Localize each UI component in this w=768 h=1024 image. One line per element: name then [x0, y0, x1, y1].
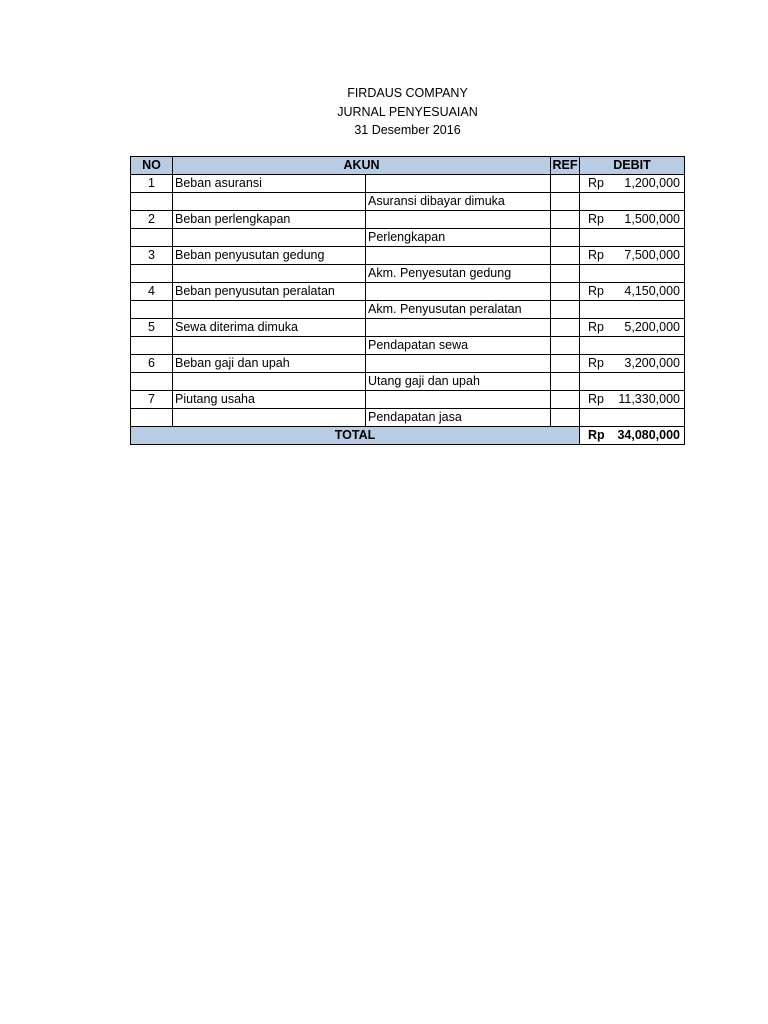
debit-account-empty	[173, 193, 366, 211]
entry-number: 4	[131, 283, 173, 301]
ref-cell	[551, 283, 580, 301]
company-name: FIRDAUS COMPANY	[347, 86, 468, 100]
currency: Rp	[588, 356, 604, 370]
table-row	[131, 229, 685, 247]
debit-amount-empty	[580, 301, 685, 319]
debit-amount-cell	[580, 355, 685, 373]
currency: Rp	[588, 392, 604, 406]
ref-cell	[551, 355, 580, 373]
debit-amount: 7,500,000	[624, 248, 680, 262]
entry-number-empty	[131, 409, 173, 427]
table-header-row	[131, 157, 685, 175]
credit-account-empty	[366, 211, 551, 229]
total-currency: Rp	[588, 428, 605, 442]
debit-amount-empty	[580, 373, 685, 391]
credit-account: Utang gaji dan upah	[366, 373, 551, 391]
credit-account-empty	[366, 355, 551, 373]
debit-amount-cell	[580, 211, 685, 229]
column-header-debit: DEBIT	[580, 157, 685, 175]
debit-amount-cell	[580, 319, 685, 337]
debit-account: Beban penyusutan peralatan	[173, 283, 366, 301]
debit-amount-cell	[580, 283, 685, 301]
debit-amount-empty	[580, 409, 685, 427]
currency: Rp	[588, 284, 604, 298]
table-row	[131, 301, 685, 319]
table-row	[131, 391, 685, 409]
entry-number-empty	[131, 265, 173, 283]
table-row	[131, 409, 685, 427]
debit-account-empty	[173, 373, 366, 391]
ref-cell	[551, 391, 580, 409]
credit-account-empty	[366, 175, 551, 193]
report-header	[131, 84, 684, 140]
ref-cell	[551, 229, 580, 247]
entry-number: 7	[131, 391, 173, 409]
debit-account-empty	[173, 409, 366, 427]
credit-account: Asuransi dibayar dimuka	[366, 193, 551, 211]
table-row	[131, 319, 685, 337]
report-date: 31 Desember 2016	[354, 123, 461, 137]
entry-number: 5	[131, 319, 173, 337]
debit-amount: 11,330,000	[618, 392, 680, 406]
debit-amount: 3,200,000	[624, 356, 680, 370]
table-row	[131, 265, 685, 283]
total-amount: 34,080,000	[617, 428, 680, 442]
entry-number: 1	[131, 175, 173, 193]
credit-account-empty	[366, 283, 551, 301]
ref-cell	[551, 319, 580, 337]
debit-account-empty	[173, 337, 366, 355]
journal-body	[131, 175, 685, 427]
credit-account: Akm. Penyusutan peralatan	[366, 301, 551, 319]
debit-amount: 1,500,000	[624, 212, 680, 226]
table-row	[131, 175, 685, 193]
table-row	[131, 373, 685, 391]
credit-account-empty	[366, 247, 551, 265]
column-header-no: NO	[131, 157, 173, 175]
currency: Rp	[588, 320, 604, 334]
debit-amount-empty	[580, 229, 685, 247]
entry-number-empty	[131, 337, 173, 355]
ref-cell	[551, 265, 580, 283]
credit-account: Pendapatan sewa	[366, 337, 551, 355]
currency: Rp	[588, 176, 604, 190]
journal-table	[130, 156, 685, 445]
entry-number-empty	[131, 301, 173, 319]
debit-account: Sewa diterima dimuka	[173, 319, 366, 337]
total-row	[131, 427, 685, 445]
debit-amount-cell	[580, 391, 685, 409]
currency: Rp	[588, 212, 604, 226]
column-header-ref: REF	[551, 157, 580, 175]
debit-amount: 1,200,000	[624, 176, 680, 190]
debit-amount: 4,150,000	[624, 284, 680, 298]
debit-amount-cell	[580, 247, 685, 265]
debit-account-empty	[173, 265, 366, 283]
table-row	[131, 283, 685, 301]
entry-number-empty	[131, 193, 173, 211]
ref-cell	[551, 175, 580, 193]
ref-cell	[551, 301, 580, 319]
entry-number: 3	[131, 247, 173, 265]
ref-cell	[551, 211, 580, 229]
credit-account: Pendapatan jasa	[366, 409, 551, 427]
table-row	[131, 337, 685, 355]
credit-account-empty	[366, 391, 551, 409]
credit-account: Akm. Penyesutan gedung	[366, 265, 551, 283]
debit-account: Beban asuransi	[173, 175, 366, 193]
total-amount-cell	[580, 427, 685, 445]
table-row	[131, 193, 685, 211]
credit-account: Perlengkapan	[366, 229, 551, 247]
ref-cell	[551, 337, 580, 355]
column-header-akun: AKUN	[173, 157, 551, 175]
table-row	[131, 211, 685, 229]
debit-amount-cell	[580, 175, 685, 193]
ref-cell	[551, 373, 580, 391]
ref-cell	[551, 193, 580, 211]
debit-amount-empty	[580, 337, 685, 355]
ref-cell	[551, 409, 580, 427]
debit-account: Beban penyusutan gedung	[173, 247, 366, 265]
report-title: JURNAL PENYESUAIAN	[337, 104, 478, 119]
entry-number: 2	[131, 211, 173, 229]
entry-number-empty	[131, 229, 173, 247]
debit-account: Piutang usaha	[173, 391, 366, 409]
debit-amount: 5,200,000	[624, 320, 680, 334]
currency: Rp	[588, 248, 604, 262]
entry-number-empty	[131, 373, 173, 391]
total-label: TOTAL	[131, 427, 580, 445]
debit-amount-empty	[580, 265, 685, 283]
debit-account-empty	[173, 229, 366, 247]
table-row	[131, 247, 685, 265]
debit-account-empty	[173, 301, 366, 319]
debit-account: Beban perlengkapan	[173, 211, 366, 229]
table-row	[131, 355, 685, 373]
credit-account-empty	[366, 319, 551, 337]
debit-account: Beban gaji dan upah	[173, 355, 366, 373]
entry-number: 6	[131, 355, 173, 373]
ref-cell	[551, 247, 580, 265]
debit-amount-empty	[580, 193, 685, 211]
